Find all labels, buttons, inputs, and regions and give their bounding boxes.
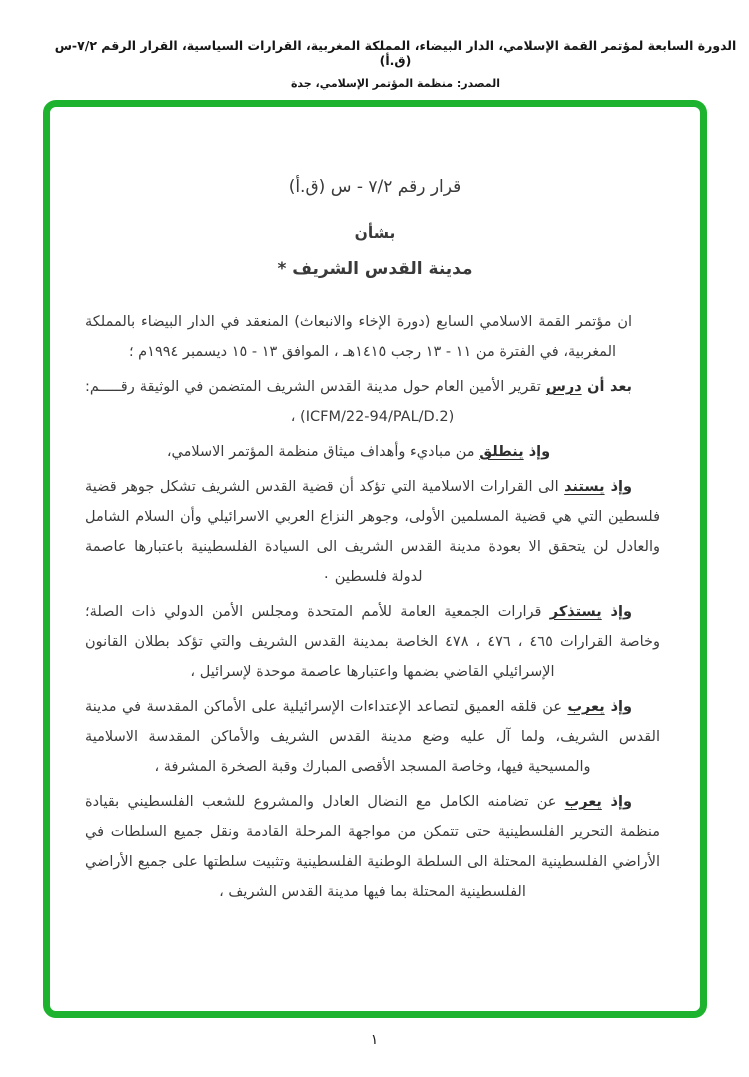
paragraph-lead-underlined: يستذكر (549, 604, 602, 620)
paragraph-lead: وإذ (523, 444, 551, 460)
paragraph-lead-underlined: درس (545, 379, 582, 395)
document-body (50, 107, 700, 1011)
citation-line: الدورة السابعة لمؤتمر القمة الإسلامي، الدار البيضاء، المملكة المغربية، القرارات السياسية، القرار الرقم ٧/٢-س (ق.أ) (54, 38, 737, 68)
paragraph-based-on (85, 472, 660, 592)
subject-title: مدينة القدس الشريف * (277, 259, 473, 279)
paragraph-lead: بعد أن (581, 379, 632, 395)
citation-header (50, 38, 741, 90)
document-title-block (50, 177, 700, 279)
paragraph-lead: وإذ (601, 794, 632, 810)
paragraph-text: تقرير الأمين العام حول مدينة القدس الشريف المتضمن في الوثيقة رقـــــم: (ICFM/22-94/PAL/D.2) ، (85, 379, 546, 425)
paragraph-expressing-solidarity (85, 787, 660, 907)
paragraph-text: الى القرارات الاسلامية التي تؤكد أن قضية القدس الشريف تشكل جوهر قضية فلسطين التي هي قضية المسلمين الأولى، وجوهر النزاع العربي الاسرائيلي وأن السلام الشامل والعادل لن يتحقق الا بعودة مدينة القدس الشريف الى السيادة الفلسطينية باعتبارها عاصمة لدولة فلسطين ٠ (85, 479, 660, 585)
paragraph-proceeding-from (85, 437, 660, 467)
paragraph-text: ان مؤتمر القمة الاسلامي السابع (دورة الإخاء والانبعاث) المنعقد في الدار البيضاء بالمملكة المغربية، في الفترة من ١١ - ١٣ رجب ١٤١٥هـ ، الموافق ١٣ - ١٥ ديسمبر ١٩٩٤م ؛ (85, 314, 632, 360)
paragraph-lead: وإذ (604, 479, 632, 495)
paragraph-lead-underlined: ينطلق (479, 444, 524, 460)
resolution-text (85, 307, 660, 907)
paragraph-text: عن قلقه العميق لتصاعد الإعتداءات الإسرائيلية على الأماكن المقدسة في مدينة القدس الشريف، ولما آل عليه وضع مدينة القدس الشريف والأماكن المقدسة الاسلامية والمسيحية فيها، وخاصة المسجد الأقصى المبارك وقبة الصخرة المشرفة ، (85, 699, 660, 775)
paragraph-lead-underlined: يعرب (564, 794, 602, 810)
paragraph-text: من مباديء وأهداف ميثاق منظمة المؤتمر الاسلامي، (166, 444, 480, 460)
paragraph-text: عن تضامنه الكامل مع النضال العادل والمشروع للشعب الفلسطيني بقيادة منظمة التحرير الفلسطينية حتى تتمكن من مواجهة المرحلة القادمة ونقل جميع السلطات في الأراضي الفلسطينية المحتلة الى السلطة الوطنية الفلسطينية وتثبيت سلطتها على جميع الأراضي الفلسطينية المحتلة بما فيها مدينة القدس الشريف ، (85, 794, 660, 900)
resolution-number-title: قرار رقم ٧/٢ - س (ق.أ) (288, 177, 462, 197)
document-frame-border (43, 100, 707, 1018)
paragraph-recalling (85, 597, 660, 687)
regarding-title: بشأن (354, 224, 396, 242)
page-number: ١ (370, 1032, 379, 1048)
paragraph-having-studied (85, 372, 660, 432)
paragraph-lead: وإذ (601, 604, 632, 620)
paragraph-preamble (85, 307, 660, 367)
source-line: المصدر: منظمة المؤتمر الإسلامي، جدة (290, 77, 501, 90)
paragraph-lead: وإذ (604, 699, 632, 715)
paragraph-text: قرارات الجمعية العامة للأمم المتحدة ومجلس الأمن الدولي ذات الصلة؛ وخاصة القرارات ٤٦٥ ، ٤٧٦ ، ٤٧٨ الخاصة بمدينة القدس الشريف والتي تؤكد بطلان القانون الإسرائيلي القاضي بضمها واعتبارها عاصمة موحدة لإسرائيل ، (85, 604, 660, 680)
paragraph-lead-underlined: يعرب (567, 699, 605, 715)
paragraph-lead-underlined: يستند (564, 479, 605, 495)
paragraph-expressing-concern (85, 692, 660, 782)
